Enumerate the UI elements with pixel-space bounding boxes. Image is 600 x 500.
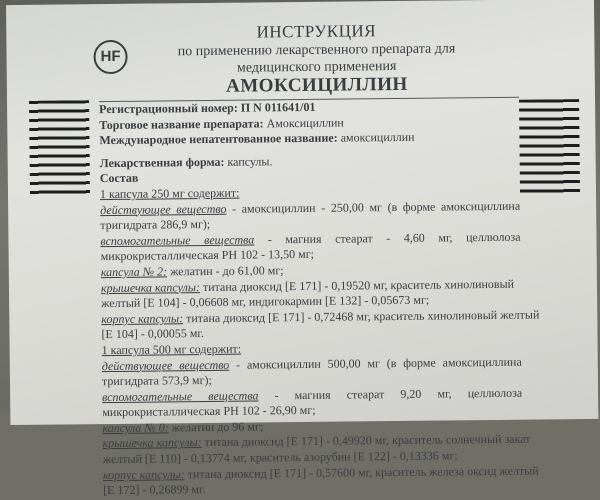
composition-heading: Состав xyxy=(99,171,139,186)
capsule-500-excipients: вспомогательные вещества - магния стеарат 9,20 мг, целлюлоза xyxy=(102,385,523,404)
document-subtitle-line-1: по применению лекарственного препарата для xyxy=(177,41,456,60)
capsule-500-lid-cont: желтый [Е 110] - 0,13774 мг, краситель азорубин [Е 122] - 0,13336 мг; xyxy=(102,448,458,467)
capsule-500-excipients-cont: микрокристаллическая РН 102 - 26,90 мг; xyxy=(102,403,316,420)
capsule-250-excipients-cont: микрокристаллическая РН 102 - 13,50 мг; xyxy=(100,247,315,264)
barcode-stripes-right xyxy=(519,99,580,196)
capsule-500-body: корпус капсулы: титана диоксид [Е 171] - 0,57600 мг, краситель железа оксид желтый xyxy=(102,463,539,482)
capsule-250-body: корпус капсулы: титана диоксид [Е 171] - 0,72468 мг, краситель хинолиновый желтый xyxy=(101,307,540,326)
capsule-250-excipients: вспомогательные вещества - магния стеарат - 4,60 мг, целлюлоза xyxy=(100,229,521,248)
trade-name: Торговое название препарата: Амоксициллин xyxy=(99,115,344,132)
capsule-250-lid: крышечка капсулы: титана диоксид [Е 171] - 0,19520 мг, краситель хинолиновый xyxy=(100,276,515,295)
registration-number: Регистрационный номер: П N 011641/01 xyxy=(99,99,316,117)
capsule-250-active: действующее вещество - амоксициллин - 250,00 мг (в форме амоксициллина xyxy=(100,198,521,217)
capsule-250-shell: капсула № 2: желатин - до 61,00 мг; xyxy=(100,263,284,280)
capsule-500-active: действующее вещество - амоксициллин 500,00 мг (в форме амоксициллина xyxy=(101,354,522,373)
manufacturer-logo-icon: HF xyxy=(93,40,127,74)
document-title: ИНСТРУКЦИЯ xyxy=(256,21,377,42)
capsule-250-lid-cont: желтый [Е 104] - 0,06608 мг, индигокармин [Е 132] - 0,05673 мг; xyxy=(101,292,430,311)
capsule-500-lid: крышечка капсулы: титана диоксид [Е 171] - 0,49920 мг, краситель солнечный закат xyxy=(102,432,531,451)
capsule-250-active-cont: тригидрата 286,9 мг); xyxy=(100,217,211,233)
capsule-500-shell: капсула № 0: желатин до 96 мг; xyxy=(102,419,264,435)
international-name: Международное непатентованное название: амоксициллин xyxy=(99,129,415,148)
capsule-500-heading: 1 капсула 500 мг содержит: xyxy=(101,341,242,358)
dosage-form: Лекарственная форма: капсулы. xyxy=(99,154,273,170)
capsule-500-body-cont: [Е 172] - 0,26899 мг. xyxy=(103,482,206,498)
leaflet-body xyxy=(99,98,540,499)
capsule-250-heading: 1 капсула 250 мг содержит: xyxy=(99,185,240,202)
barcode-stripes-left xyxy=(29,100,90,197)
instruction-leaflet xyxy=(6,0,598,498)
document-subtitle-line-2: медицинского применения xyxy=(236,58,397,76)
drug-name: АМОКСИЦИЛЛИН xyxy=(225,73,408,97)
capsule-500-active-cont: тригидрата 573,9 мг); xyxy=(101,373,212,389)
capsule-250-body-cont: [Е 104] - 0,00055 мг. xyxy=(101,326,205,342)
